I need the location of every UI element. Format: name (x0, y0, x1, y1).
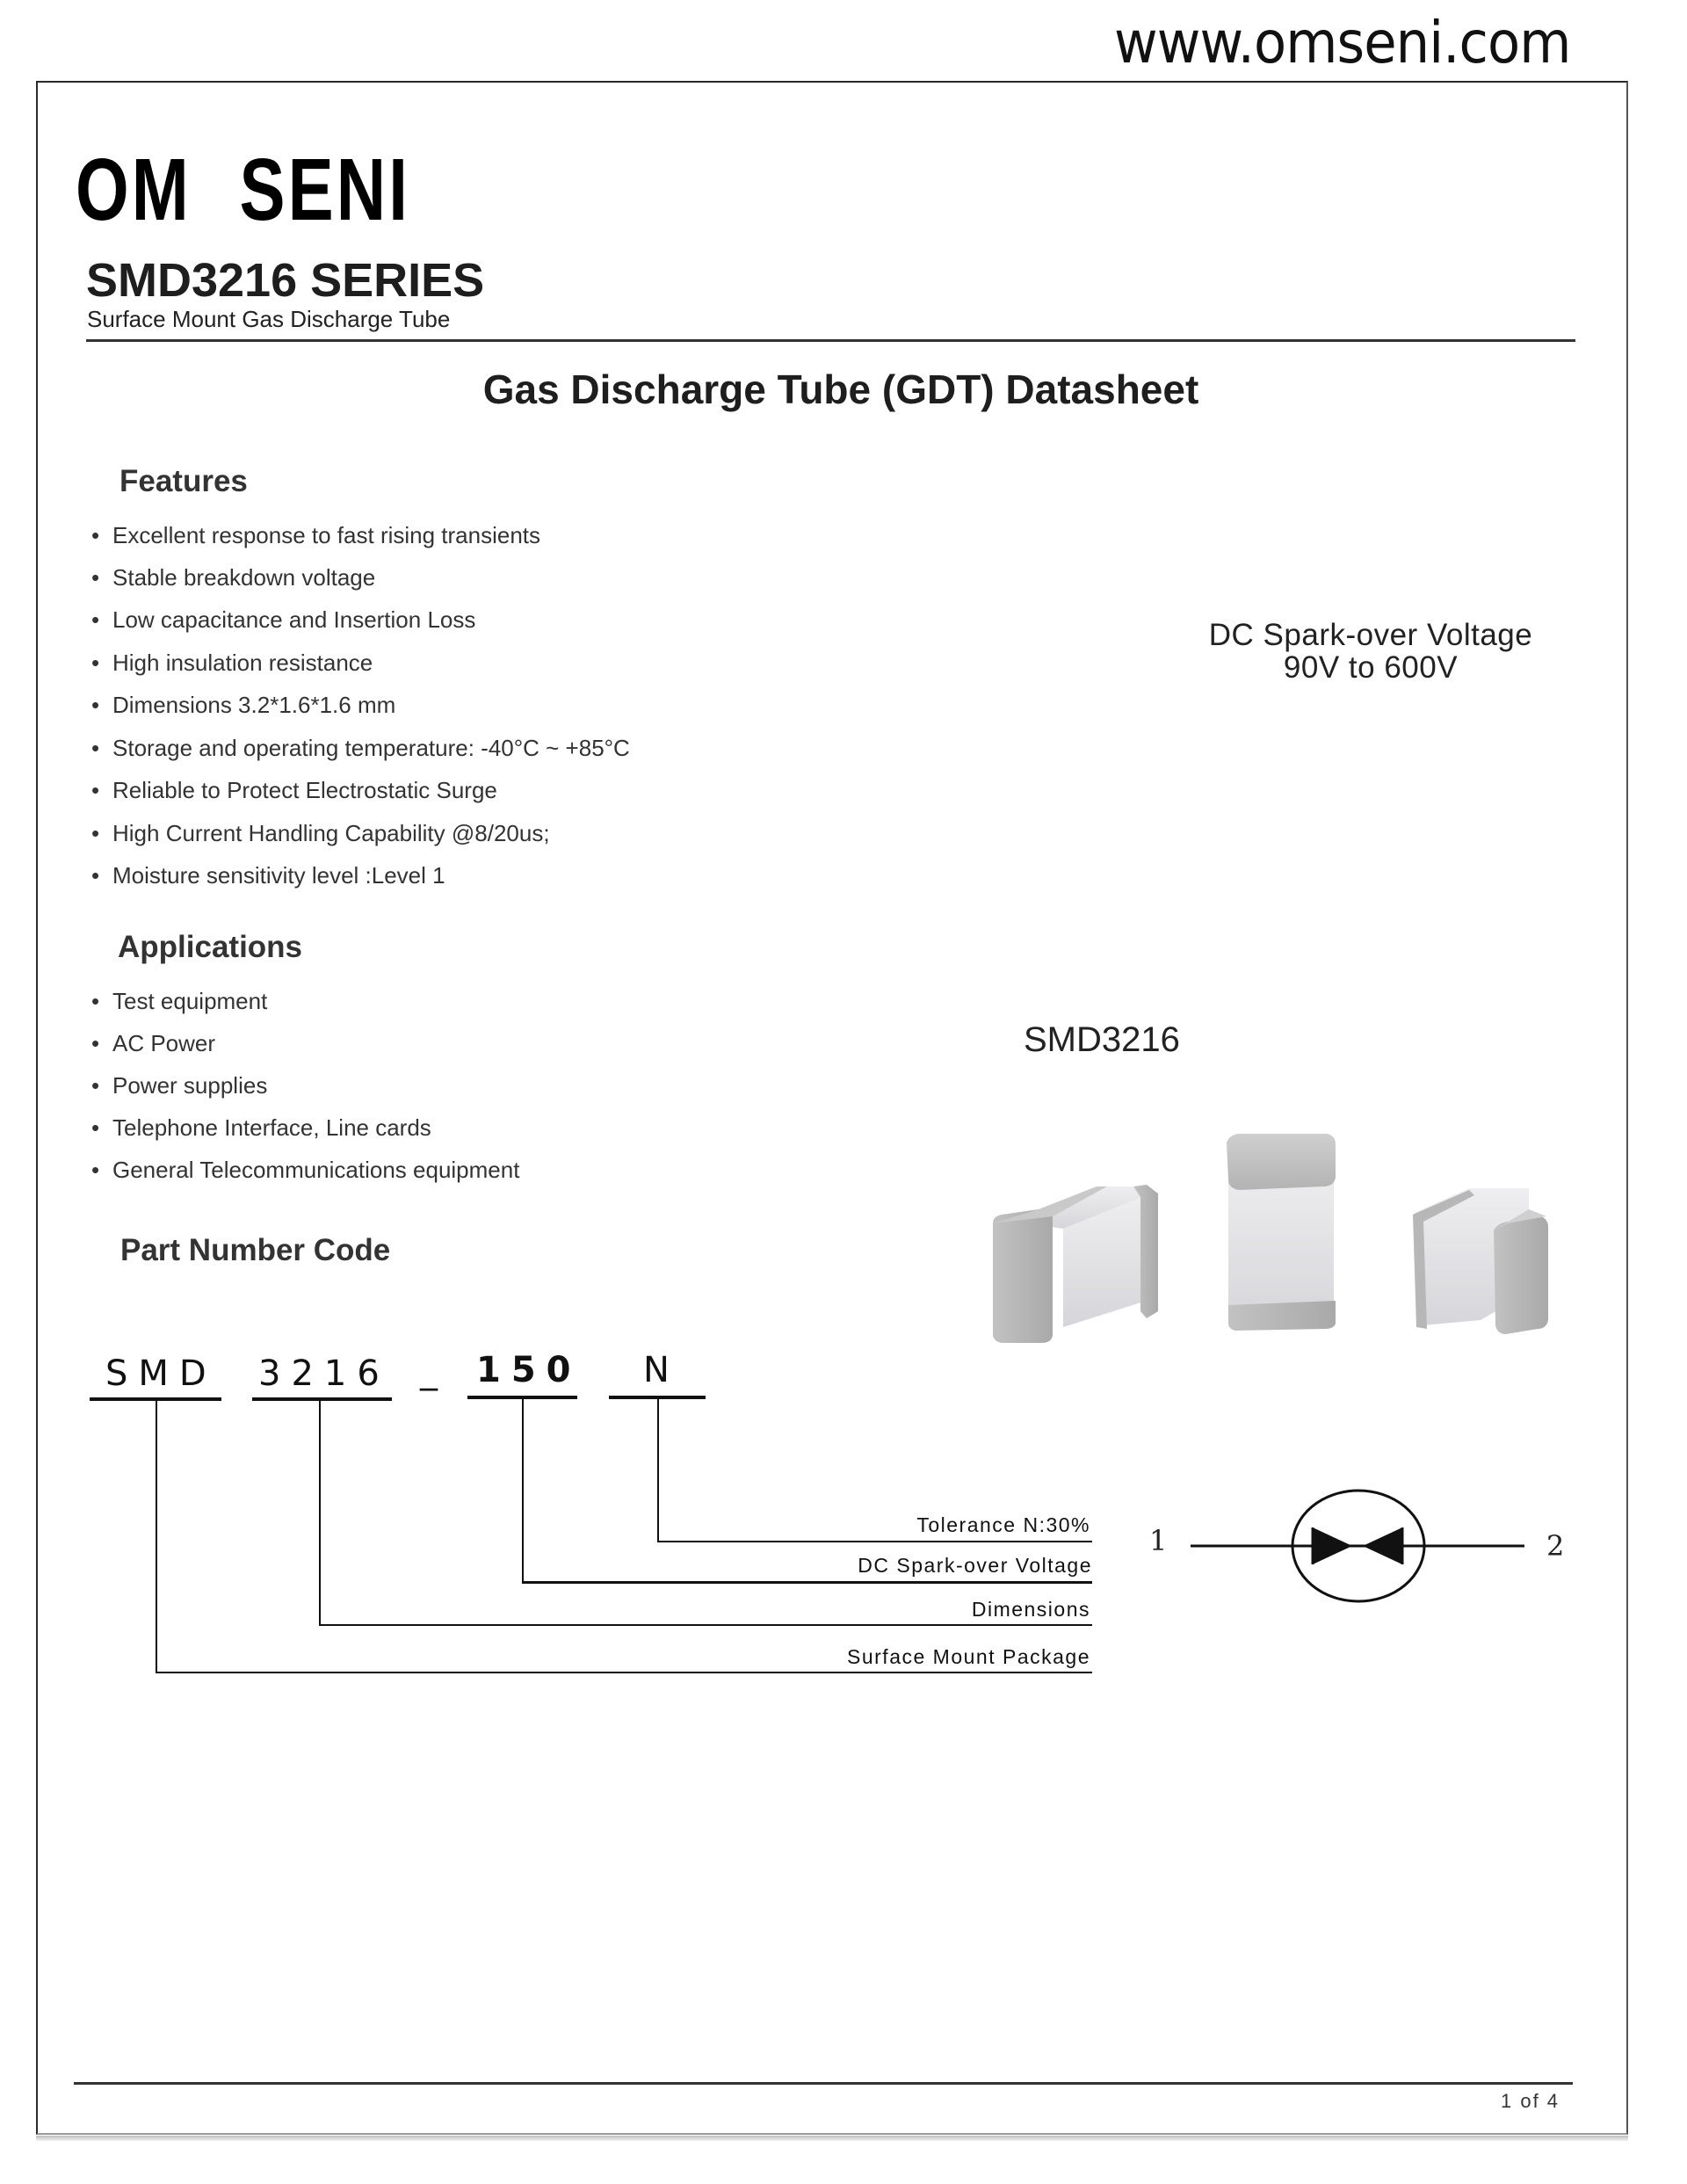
list-item: • AC Power (91, 1030, 216, 1056)
pin-2-label: 2 (1546, 1529, 1565, 1563)
bullet-icon: • (91, 606, 100, 633)
label-tolerance: Tolerance N:30% (916, 1513, 1090, 1536)
part-number-segment-series: SMD (105, 1353, 217, 1394)
header-divider (86, 339, 1575, 342)
applications-heading: Applications (118, 930, 303, 964)
footer-divider (74, 2082, 1573, 2085)
list-item: • Storage and operating temperature: -40°C ~ +85°C (91, 735, 630, 761)
bullet-icon: • (91, 1030, 100, 1056)
connector-line (657, 1541, 1092, 1542)
website-url[interactable]: www.omseni.com (1114, 9, 1571, 76)
list-item: • Excellent response to fast rising transients (91, 522, 541, 548)
connector-line (319, 1624, 1092, 1626)
spark-over-voltage-range (1142, 620, 1599, 685)
series-title: SMD3216 SERIES (86, 254, 485, 307)
bullet-icon: • (91, 649, 100, 676)
spark-over-value: 90V to 600V (1283, 649, 1459, 685)
part-number-segment-voltage: 150 (476, 1350, 582, 1390)
bullet-icon: • (91, 862, 100, 889)
list-item: • Test equipment (91, 988, 268, 1014)
gdt-chip-right (1413, 1188, 1548, 1334)
list-item: • Reliable to Protect Electrostatic Surge (91, 777, 497, 803)
bullet-icon: • (91, 820, 100, 846)
connector-line (522, 1581, 1092, 1584)
document-title: Gas Discharge Tube (GDT) Datasheet (482, 366, 1199, 412)
label-spark-over-voltage: DC Spark-over Voltage (858, 1554, 1092, 1577)
segment-underline (252, 1397, 392, 1401)
page-number: 1 of 4 (1501, 2090, 1560, 2112)
bullet-icon: • (91, 988, 100, 1014)
series-subtitle: Surface Mount Gas Discharge Tube (87, 306, 451, 332)
bullet-icon: • (91, 777, 100, 803)
list-item: • General Telecommunications equipment (91, 1157, 520, 1183)
list-item: • High insulation resistance (91, 649, 373, 676)
connector-line (319, 1400, 321, 1626)
list-item: • Low capacitance and Insertion Loss (91, 606, 476, 633)
connector-line (156, 1400, 157, 1673)
bullet-icon: • (91, 692, 100, 718)
page-shadow (36, 2136, 1628, 2141)
list-item: • High Current Handling Capability @8/20us; (91, 820, 550, 846)
company-logo (76, 141, 411, 239)
list-item: • Dimensions 3.2*1.6*1.6 mm (91, 692, 396, 718)
list-item: • Moisture sensitivity level :Level 1 (91, 862, 445, 889)
bullet-icon: • (91, 1114, 100, 1141)
gdt-schematic-symbol-icon (1125, 1477, 1582, 1617)
part-number-heading: Part Number Code (120, 1233, 391, 1267)
logo-text-left: OM (76, 141, 192, 239)
bullet-icon: • (91, 1157, 100, 1183)
bullet-icon: • (91, 564, 100, 591)
connector-line (522, 1398, 524, 1583)
list-item: • Telephone Interface, Line cards (91, 1114, 431, 1141)
pin-1-label: 1 (1149, 1524, 1168, 1557)
features-heading: Features (119, 464, 248, 498)
gdt-chip-middle (1227, 1134, 1336, 1331)
list-item: • Stable breakdown voltage (91, 564, 376, 591)
connector-line (156, 1672, 1092, 1673)
part-number-separator: _ (420, 1351, 438, 1391)
list-item: • Power supplies (91, 1072, 268, 1099)
connector-line (657, 1398, 659, 1542)
bullet-icon: • (91, 522, 100, 548)
bullet-icon: • (91, 1072, 100, 1099)
product-image-label: SMD3216 (1024, 1020, 1180, 1059)
gdt-chip-left (993, 1185, 1158, 1343)
bullet-icon: • (91, 735, 100, 761)
spark-over-label: DC Spark-over Voltage (1208, 618, 1533, 652)
label-dimensions: Dimensions (971, 1598, 1090, 1621)
product-photo-smd-gdt-icon (967, 1125, 1582, 1353)
label-surface-mount-package: Surface Mount Package (847, 1645, 1090, 1668)
part-number-segment-dimensions: 3216 (258, 1353, 390, 1394)
logo-text-right: SENI (239, 141, 411, 239)
part-number-segment-tolerance: N (643, 1350, 680, 1390)
